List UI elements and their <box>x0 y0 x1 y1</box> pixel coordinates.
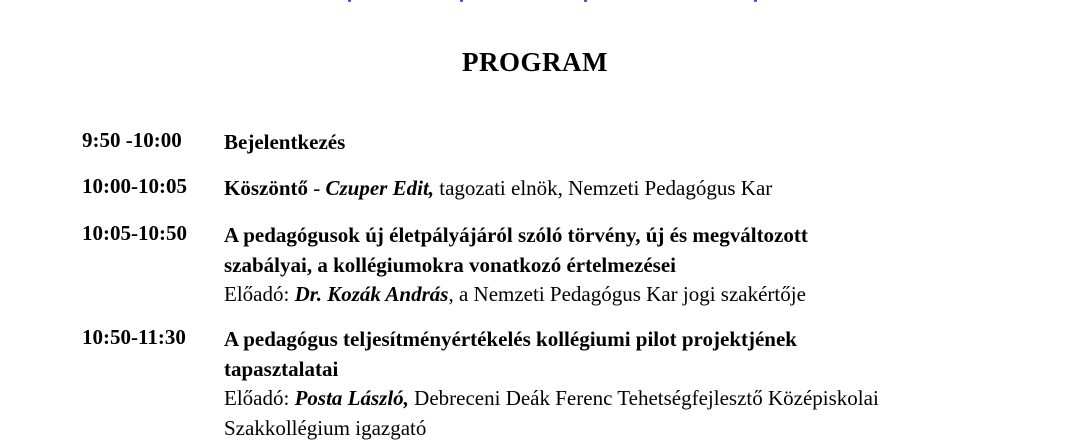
presenter-role: Debreceni Deák Ferenc Tehetségfejlesztő Középiskolai <box>408 386 879 410</box>
presenter-name: Posta László, <box>294 386 409 410</box>
speaker-role: tagozati elnök, Nemzeti Pedagógus Kar <box>434 176 773 200</box>
program-content <box>224 128 1044 158</box>
page-title: PROGRAM <box>462 47 608 77</box>
speaker-name: Czuper Edit, <box>325 176 435 200</box>
presenter-name: Dr. Kozák András <box>294 282 449 306</box>
presenter-label: Előadó: <box>224 386 295 410</box>
program-time: 9:50 -10:00 <box>82 128 182 152</box>
program-title-line: A pedagógusok új életpályájáról szóló törvény, új és megváltozott <box>224 223 808 247</box>
program-content <box>224 325 1044 443</box>
program-title-line: szabályai, a kollégiumokra vonatkozó értelmezései <box>224 252 677 277</box>
separator: - <box>308 176 326 200</box>
presenter-role: , a Nemzeti Pedagógus Kar jogi szakértője <box>448 282 806 306</box>
program-title: Köszöntő <box>224 176 308 200</box>
program-title: Bejelentkezés <box>224 130 346 154</box>
program-content <box>224 174 1044 204</box>
program-time: 10:00-10:05 <box>82 174 187 198</box>
presenter-role-line: Szakkollégium igazgató <box>224 415 427 440</box>
program-content <box>224 221 1044 310</box>
previous-page-text-fragment <box>0 0 1091 6</box>
program-time: 10:50-11:30 <box>82 325 186 349</box>
presenter-label: Előadó: <box>224 282 295 306</box>
program-time: 10:05-10:50 <box>82 221 187 245</box>
program-title-line: A pedagógus teljesítményértékelés kollégiumi pilot projektjének <box>224 327 797 351</box>
program-title-line: tapasztalatai <box>224 356 339 381</box>
